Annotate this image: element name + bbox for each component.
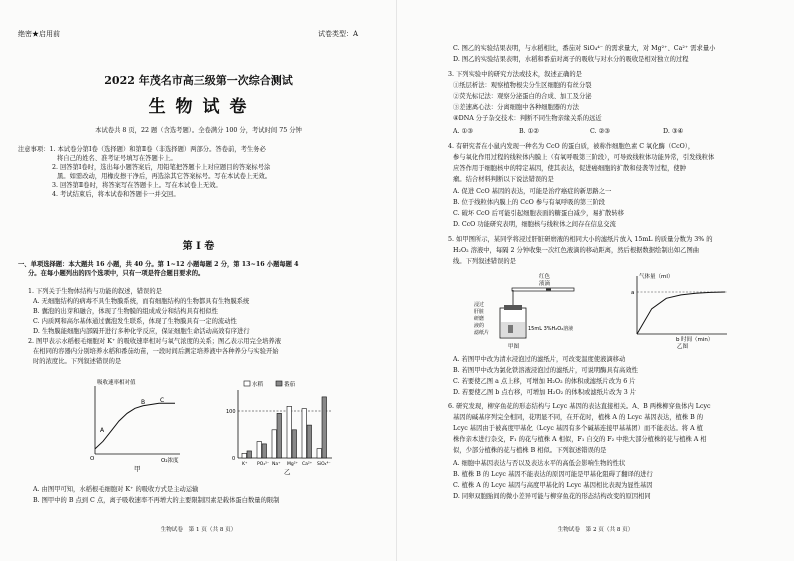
q6-stem-3: Lcyc 基因由于被高度甲基化（Lcyc 基因有多个碱基连接甲基基团）而不能表达。将 A 植 xyxy=(453,425,703,432)
q5-option-b: B. 若图甲中改为氯化铁溶液浸泡过的滤纸片，可说明酶具有高效性 xyxy=(453,367,638,374)
q4-stem-3: 应答作用于细胞核中的特定基因，使其表达，促进癌细胞的扩散和侵袭等过程，使肿 xyxy=(453,165,686,172)
q4-option-a: A. 促进 CcO 基因的表达，可能是治疗癌症的新思路之一 xyxy=(453,188,612,195)
jia-ylabel: 吸收速率相对值 xyxy=(97,380,136,386)
q3-option-a: A. ①③ xyxy=(453,128,473,135)
notes-line-3: 2. 回答第Ⅰ卷时，选出每小题答案后，用铅笔把答题卡上对应题目的答案标号涂 xyxy=(52,164,271,171)
q5-stem-2: H₂O₂ 溶液中，每隔 2 分钟收集一次红色液滴的移动距离，然后根据数据绘制出如乙图曲 xyxy=(453,247,700,254)
q1-stem: 1. 下列关于生物体结构与功能的叙述，错误的是 xyxy=(28,288,162,295)
paper-label-1: 浸过 xyxy=(474,302,485,308)
bar-tomato-5 xyxy=(322,397,327,458)
yi-category-label: Ca²⁺ xyxy=(302,462,313,467)
paper-label-4: 液的 xyxy=(474,323,485,329)
q2-option-a: A. 由图甲可知，水稻根毛细胞对 K⁺ 的吸收方式是主动运输 xyxy=(33,486,199,493)
apparatus-drop-label-2: 液滴 xyxy=(539,281,551,287)
q3-stem: 3. 下列实验中的研究方法或技术，叙述正确的是 xyxy=(448,71,582,78)
jia-curve xyxy=(95,403,175,449)
yi-category-label: SiO₄⁴⁻ xyxy=(317,462,331,467)
yi2-a-label: a xyxy=(631,290,635,296)
solution-label: 15mL 3%H₂O₂溶液 xyxy=(528,326,574,332)
caption-jia: 甲图 xyxy=(508,344,520,350)
yi-category-label: PO₄³⁻ xyxy=(257,462,270,467)
q1-option-b: B. 囊泡的出芽和融合，体现了生物膜的组成成分和结构具有相似性 xyxy=(33,308,218,315)
bar-tomato-3 xyxy=(292,430,297,458)
q3-item-4: ④DNA 分子杂交技术：判断不同生物亲缘关系的远近 xyxy=(453,115,602,122)
q3-item-2: ②荧光标记法：观察分泌蛋白的合成、加工及分泌 xyxy=(453,93,592,100)
part-intro-1: 一、单项选择题：本大题共 16 小题，共 40 分。第 1~12 小题每题 2 分，第 13~16 小题每题 4 xyxy=(18,261,299,268)
q4-option-c: C. 破坏 CcO 后可能引起细胞表面的糖蛋白减少，易扩散转移 xyxy=(453,210,624,217)
q2-stem-1: 2. 图甲表示水稻根毛细胞对 K⁺ 的吸收速率相对与氧气浓度的关系；图乙表示用完全培养液 xyxy=(28,338,282,345)
q3-item-3: ③差速离心法：分离细胞中各种细胞器的方法 xyxy=(453,104,579,111)
q6-option-d: D. 同卵双胞胎间的微小差异可能与柳穿鱼花的形态结构改变的原因相同 xyxy=(453,493,651,500)
jia-label-c: C xyxy=(160,397,165,404)
yi-ytick-0: 0 xyxy=(232,456,236,462)
legend-tomato: 番茄 xyxy=(284,382,296,388)
jia-label-a: A xyxy=(100,427,105,434)
q6-stem-2: 基因的碱基序列完全相同，花明显不同，在开花时，植株 A 的 Lcyc 基因表达，植株 B 的 xyxy=(453,414,704,421)
exam-title: 2022 年茂名市高三级第一次综合测试 xyxy=(104,74,293,87)
exam-info: 本试卷共 8 页，22 题（含选考题）。全卷满分 100 分，考试时间 75 分钟 xyxy=(95,127,302,134)
q5-stem-3: 线。下列叙述错误的是 xyxy=(453,258,516,265)
part-intro-2: 分。在每小题列出的四个选项中，只有一项是符合题目要求的。 xyxy=(28,270,205,277)
bar-tomato-4 xyxy=(307,425,312,458)
q1-option-a: A. 无细胞结构的病毒不具生物膜系统，而有细胞结构的生物都具有生物膜系统 xyxy=(33,298,250,305)
q6-option-b: B. 植株 B 的 Lcyc 基因不能表达的原因可能是甲基化阻碍了翻译的进行 xyxy=(453,471,653,478)
yi-ytick-100: 100 xyxy=(226,409,236,415)
q2-stem-2: 在相同的容器内分别培养水稻和番茄幼苗，一段时间后测定培养液中各种养分与实验开始 xyxy=(33,348,279,355)
q2-chart-jia xyxy=(75,376,195,474)
q3-option-d: D. ③④ xyxy=(663,128,684,135)
bar-rice-0 xyxy=(242,453,247,458)
q1-option-c: C. 内质网和高尔基体通过囊泡发生联系，体现了生物膜具有一定的流动性 xyxy=(33,318,237,325)
q3-option-b: B. ①② xyxy=(519,128,539,135)
q5-option-d: D. 若要使乙图 b 点右移，可增加 H₂O₂ 的体积或滤纸片改为 3 片 xyxy=(453,389,637,396)
q5-chart-yi xyxy=(627,270,747,350)
capillary-tube xyxy=(512,288,574,291)
yi-category-label: K⁺ xyxy=(242,462,248,467)
legend-rice: 水稻 xyxy=(252,382,264,388)
q6-stem-5: 似，少部分植株的花与植株 B 相似。下列叙述错误的是 xyxy=(453,447,607,454)
q2-option-b: B. 图甲中的 B 点到 C 点，离子吸收速率不再增大的主要限制因素是载体蛋白数量的限制 xyxy=(33,497,280,504)
q5-option-a: A. 若图甲中改为清水浸泡过的滤纸片，可改变温度使液滴移动 xyxy=(453,356,626,363)
paper-label-5: 滤纸片 xyxy=(474,330,490,336)
header-left: 绝密★启用前 xyxy=(18,30,60,38)
q6-option-a: A. 细胞中基因表达与否以及表达水平的高低会影响生物的性状 xyxy=(453,460,626,467)
caption-yi: 乙图 xyxy=(677,344,689,350)
jia-origin: O xyxy=(90,456,95,462)
left-footer: 生物试卷 第 1 页（共 8 页） xyxy=(160,527,237,533)
notes-line-6: 4. 考试结束后，将本试卷和答题卡一并交回。 xyxy=(52,191,180,198)
bar-tomato-0 xyxy=(247,451,252,458)
header-right: 试卷类型：A xyxy=(318,30,359,38)
notes-line-5: 3. 回答第Ⅱ卷时，将答案写在答题卡上。写在本试卷上无效。 xyxy=(52,182,222,189)
q3-option-c: C. ②③ xyxy=(590,128,610,135)
q4-stem-1: 4. 有研究者在小鼠内发现一种名为 CcO 的蛋白质，被称作细胞色素 C 氧化酶（CcO）， xyxy=(448,143,695,150)
legend-swatch-tomato xyxy=(276,381,282,386)
bar-rice-5 xyxy=(317,449,322,458)
notes-line-4: 黑。如需改动，用橡皮擦干净后，再选涂其它答案标号。写在本试卷上无效。 xyxy=(57,173,272,180)
q3-item-1: ①纸层析法：观察植物根尖分生区细胞的有丝分裂 xyxy=(453,82,592,89)
stopper xyxy=(504,305,522,310)
q6-option-c: C. 植株 A 的 Lcyc 基因与高度甲基化的 Lcyc 基因相比表现为显性基因 xyxy=(453,482,653,489)
yi2-curve xyxy=(637,292,725,334)
yi2-xlabel: 时间（min） xyxy=(681,337,714,343)
yi2-ylabel: 气体量（ml） xyxy=(639,274,674,280)
yi-title: 乙 xyxy=(284,468,291,476)
q5-option-c: C. 若要使乙图 a 点上移，可增加 H₂O₂ 的体积或滤纸片改为 6 片 xyxy=(453,378,636,385)
apparatus-drop-label: 红色 xyxy=(539,274,551,280)
right-footer: 生物试卷 第 2 页（共 8 页） xyxy=(557,527,634,533)
yi-category-label: Na⁺ xyxy=(272,462,281,467)
q4-option-d: D. CcO 功能研究表明，细胞核与线粒体之间存在信息交流 xyxy=(453,221,616,228)
bar-rice-1 xyxy=(257,442,262,458)
q6-stem-4: 株作亲本进行杂交，F₁ 的花与植株 A 相似，F₁ 自交的 F₂ 中绝大部分植株的花与植株 A 相 xyxy=(453,436,707,443)
bar-rice-3 xyxy=(287,406,292,458)
notes-line-2: 将自己的姓名、准考证号填写在答题卡上。 xyxy=(57,155,177,162)
notes-line-1: 注意事项：1. 本试卷分第Ⅰ卷（选择题）和第Ⅱ卷（非选择题）两部分。答卷前，考生务必 xyxy=(18,146,266,153)
filter-paper xyxy=(508,325,513,333)
q4-stem-4: 瘤。结合材料判断以下说法错误的是 xyxy=(453,176,554,183)
bar-rice-4 xyxy=(302,409,307,458)
jia-xlabel: O₂浓度 xyxy=(161,458,179,464)
paper-label-3: 研磨 xyxy=(474,316,485,322)
red-drop xyxy=(546,289,551,291)
q5-stem-1: 5. 如甲图所示，某同学将浸过肝脏研磨液的相同大小的滤纸片放入 15mL 的质量分数为 3% 的 xyxy=(448,236,713,243)
yi-category-label: Mg²⁺ xyxy=(287,462,298,467)
paper-title: 生 物 试 卷 xyxy=(148,97,249,117)
section-title: 第 Ⅰ 卷 xyxy=(182,241,215,252)
paper-label-2: 肝脏 xyxy=(474,309,485,315)
q2-chart-yi xyxy=(224,378,336,476)
jia-title: 甲 xyxy=(134,465,141,473)
q2-option-c: C. 图乙的实验结果表明，与水稻相比，番茄对 SiO₄⁴⁻ 的需求量大，对 Mg²⁺、Ca²⁺ 需求量小 xyxy=(453,45,716,52)
yi2-b-label: b xyxy=(676,337,680,343)
q4-option-b: B. 位于线粒体内膜上的 CcO 参与有氧呼吸的第三阶段 xyxy=(453,199,606,206)
jia-label-b: B xyxy=(141,399,146,406)
q2-stem-3: 时的浓度比。下列叙述错误的是 xyxy=(33,358,122,365)
right-page xyxy=(397,0,794,561)
bar-tomato-2 xyxy=(277,413,282,458)
bar-rice-2 xyxy=(272,430,277,458)
bar-tomato-1 xyxy=(262,444,267,458)
q5-apparatus-figure xyxy=(472,270,602,350)
q1-option-d: D. 生物膜能细胞内部隔开进行多种化学反应，保证细胞生命活动高效有序进行 xyxy=(33,328,250,335)
q2-option-d: D. 图乙的实验结果表明，水稻和番茄对离子的吸收与对水分的吸收是相对独立的过程 xyxy=(453,56,689,63)
q4-stem-2: 参与氧化作用过程的线粒体内膜上（有氧呼吸第三阶段），可导致线粒体功能异常，引发线粒体 xyxy=(453,154,715,161)
legend-swatch-rice xyxy=(244,381,250,386)
q6-stem-1: 6. 研究发现，柳穿鱼花的形态结构与 Lcyc 基因的表达直接相关。A、B 两株柳穿鱼体内 Lcyc xyxy=(448,403,711,410)
